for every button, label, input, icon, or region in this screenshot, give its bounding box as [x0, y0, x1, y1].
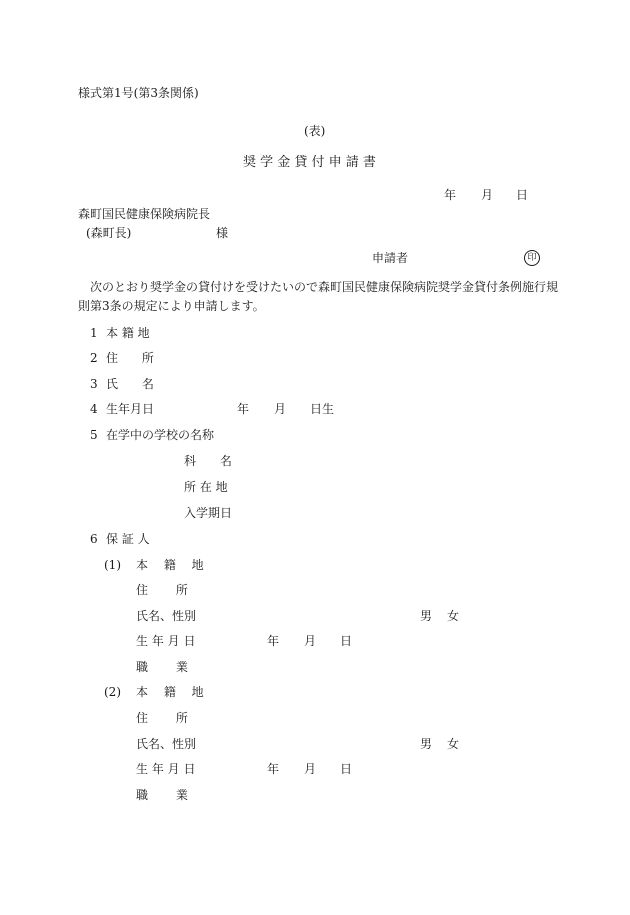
sex-male: 男 — [420, 737, 433, 751]
intro-line-1: 次のとおり奨学金の貸付けを受けたいので森町国民健康保険病院奨学金貸付条例施行規 — [90, 280, 559, 294]
guarantor-occupation-label: 職 業 — [136, 660, 188, 674]
addressee-honorific: 様 — [216, 226, 229, 240]
guarantor-domicile-label: 本 籍 地 — [136, 685, 204, 699]
item-name-label: 氏 名 — [106, 377, 154, 391]
birth-year: 年 — [237, 402, 250, 416]
guarantor-birthdate-label: 生 年 月 日 — [136, 634, 196, 648]
birth-day: 日生 — [310, 402, 335, 416]
guarantor-birth-month: 月 — [304, 634, 317, 648]
sex-male: 男 — [420, 609, 433, 623]
form-title: 奨 学 金 貸 付 申 請 書 — [243, 155, 376, 170]
date-day: 日 — [516, 188, 529, 202]
guarantor-birth-year: 年 — [267, 634, 280, 648]
guarantor-address-label: 住 所 — [136, 711, 188, 725]
item-number: 2 — [90, 351, 98, 365]
guarantor-name-sex-label: 氏名、性別 — [136, 737, 197, 751]
guarantor-name-sex-label: 氏名、性別 — [136, 609, 197, 623]
guarantor-birthdate-label: 生 年 月 日 — [136, 762, 196, 776]
item-domicile-label: 本 籍 地 — [106, 326, 150, 340]
side-label: (表) — [304, 124, 326, 138]
sex-female: 女 — [447, 737, 460, 751]
guarantor-birth-day: 日 — [340, 634, 353, 648]
item-number: 5 — [90, 428, 98, 442]
guarantor-domicile-label: 本 籍 地 — [136, 558, 204, 572]
date-year: 年 — [444, 188, 457, 202]
form-number-label: 様式第1号(第3条関係) — [78, 86, 199, 100]
applicant-label: 申請者 — [372, 251, 409, 265]
addressee-title: 森町国民健康保険病院長 — [78, 207, 211, 221]
guarantor-birth-year: 年 — [267, 762, 280, 776]
item-number: 6 — [90, 532, 98, 546]
item-address-label: 住 所 — [106, 351, 154, 365]
intro-line-2: 則第3条の規定により申請します。 — [78, 299, 265, 313]
item-birthdate-label: 生年月日 — [106, 402, 155, 416]
item-guarantor-label: 保 証 人 — [106, 532, 150, 546]
birth-month: 月 — [274, 402, 287, 416]
item-school-label: 在学中の学校の名称 — [106, 428, 215, 442]
sex-female: 女 — [447, 609, 460, 623]
seal-mark: 印 — [524, 250, 540, 266]
addressee-alt: (森町長) — [86, 226, 132, 240]
guarantor-birth-month: 月 — [304, 762, 317, 776]
guarantor-address-label: 住 所 — [136, 583, 188, 597]
admission-date-label: 入学期日 — [184, 506, 233, 520]
guarantor-number: (2) — [104, 685, 121, 699]
faculty-label: 科 名 — [184, 454, 232, 468]
item-number: 1 — [90, 326, 98, 340]
guarantor-birth-day: 日 — [340, 762, 353, 776]
guarantor-number: (1) — [104, 558, 121, 572]
school-location-label: 所 在 地 — [184, 480, 228, 494]
item-number: 3 — [90, 377, 98, 391]
guarantor-occupation-label: 職 業 — [136, 788, 188, 802]
item-number: 4 — [90, 402, 98, 416]
date-month: 月 — [481, 188, 494, 202]
